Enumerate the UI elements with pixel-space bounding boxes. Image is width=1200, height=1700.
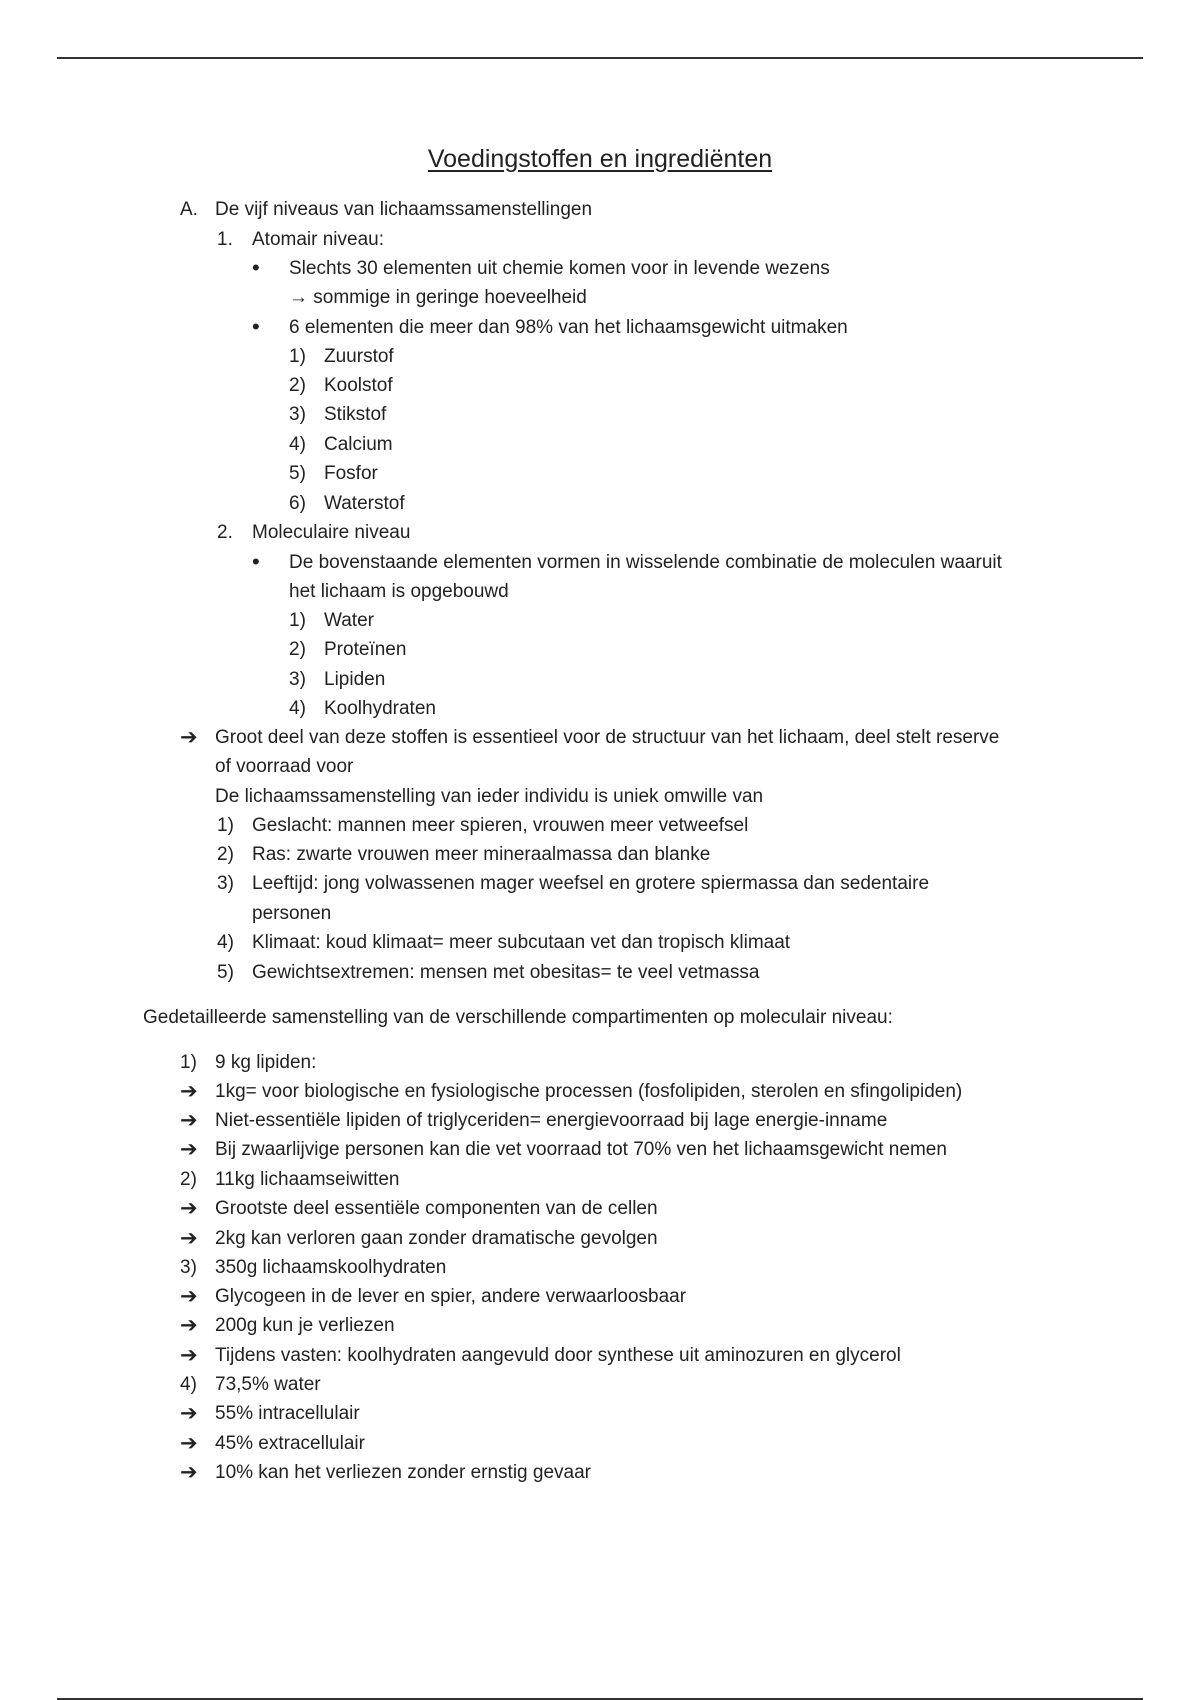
- arrow-marker: ➔: [180, 1197, 198, 1220]
- list-marker: 1): [217, 815, 234, 836]
- arrow-marker: ➔: [180, 1227, 198, 1250]
- header-rule: [57, 57, 1143, 59]
- list-marker: 3): [289, 669, 306, 690]
- section-heading: De vijf niveaus van lichaamssamenstellingen: [215, 199, 593, 220]
- arrow-marker: ➔: [180, 1344, 198, 1367]
- list-item: 1kg= voor biologische en fysiologische processen (fosfolipiden, sterolen en sfingolipiden): [215, 1081, 963, 1102]
- list-item: Tijdens vasten: koolhydraten aangevuld door synthese uit aminozuren en glycerol: [215, 1345, 901, 1366]
- list-marker: 5): [217, 962, 234, 983]
- page-title: Voedingstoffen en ingrediënten: [427, 145, 773, 173]
- list-marker: A.: [180, 199, 198, 220]
- paragraph-line: Groot deel van deze stoffen is essentieel voor de structuur van het lichaam, deel stelt reserve: [215, 727, 1000, 748]
- list-marker: 1): [289, 346, 306, 367]
- list-item: → sommige in geringe hoeveelheid: [289, 287, 587, 308]
- list-item: personen: [252, 903, 332, 924]
- list-item: Koolstof: [324, 375, 393, 396]
- list-marker: 3): [289, 404, 306, 425]
- list-marker: 2): [289, 639, 306, 660]
- list-item: Proteïnen: [324, 639, 407, 660]
- list-item: het lichaam is opgebouwd: [289, 581, 509, 602]
- list-item: 10% kan het verliezen zonder ernstig gevaar: [215, 1462, 592, 1483]
- arrow-marker: ➔: [180, 1461, 198, 1484]
- bullet-marker: •: [252, 255, 260, 280]
- list-item: Stikstof: [324, 404, 387, 425]
- subsection-heading: Moleculaire niveau: [252, 522, 411, 543]
- list-marker: 4): [289, 698, 306, 719]
- arrow-marker: ➔: [180, 1080, 198, 1103]
- list-item: 350g lichaamskoolhydraten: [215, 1257, 447, 1278]
- list-item: De bovenstaande elementen vormen in wisselende combinatie de moleculen waaruit: [289, 552, 1002, 573]
- list-item: Leeftijd: jong volwassenen mager weefsel en grotere spiermassa dan sedentaire: [252, 873, 930, 894]
- list-item: Lipiden: [324, 669, 386, 690]
- list-item: Fosfor: [324, 463, 378, 484]
- list-marker: 1.: [217, 229, 233, 250]
- list-item: Bij zwaarlijvige personen kan die vet voorraad tot 70% ven het lichaamsgewicht nemen: [215, 1139, 947, 1160]
- paragraph-line: of voorraad voor: [215, 756, 354, 777]
- list-marker: 2): [217, 844, 234, 865]
- list-item: Niet-essentiële lipiden of triglyceriden= energievoorraad bij lage energie-inname: [215, 1110, 888, 1131]
- list-marker: 4): [180, 1374, 197, 1395]
- list-marker: 2.: [217, 522, 233, 543]
- list-item: 55% intracellulair: [215, 1403, 360, 1424]
- list-item: Grootste deel essentiële componenten van de cellen: [215, 1198, 658, 1219]
- list-item: 200g kun je verliezen: [215, 1315, 395, 1336]
- arrow-marker: ➔: [180, 1432, 198, 1455]
- list-marker: 4): [217, 932, 234, 953]
- bullet-marker: •: [252, 549, 260, 574]
- list-item: 6 elementen die meer dan 98% van het lichaamsgewicht uitmaken: [289, 317, 848, 338]
- list-marker: 1): [289, 610, 306, 631]
- bullet-marker: •: [252, 314, 260, 339]
- list-item: Calcium: [324, 434, 393, 455]
- list-marker: 2): [180, 1169, 197, 1190]
- list-item: Koolhydraten: [324, 698, 436, 719]
- list-item: 73,5% water: [215, 1374, 321, 1395]
- list-marker: 5): [289, 463, 306, 484]
- list-item: 9 kg lipiden:: [215, 1052, 317, 1073]
- list-marker: 6): [289, 493, 306, 514]
- list-item: Water: [324, 610, 374, 631]
- list-item: 45% extracellulair: [215, 1433, 365, 1454]
- list-item: Gewichtsextremen: mensen met obesitas= te veel vetmassa: [252, 962, 760, 983]
- list-marker: 4): [289, 434, 306, 455]
- subsection-heading: Atomair niveau:: [252, 229, 385, 250]
- list-item: Slechts 30 elementen uit chemie komen voor in levende wezens: [289, 258, 830, 279]
- list-item: 2kg kan verloren gaan zonder dramatische gevolgen: [215, 1228, 658, 1249]
- list-item: Glycogeen in de lever en spier, andere verwaarloosbaar: [215, 1286, 687, 1307]
- list-item: Ras: zwarte vrouwen meer mineraalmassa dan blanke: [252, 844, 711, 865]
- list-item: Zuurstof: [324, 346, 394, 367]
- arrow-marker: ➔: [180, 1285, 198, 1308]
- arrow-marker: ➔: [180, 726, 198, 749]
- arrow-marker: ➔: [180, 1314, 198, 1337]
- arrow-marker: ➔: [180, 1109, 198, 1132]
- list-item: 11kg lichaamseiwitten: [215, 1169, 400, 1190]
- list-marker: 1): [180, 1052, 197, 1073]
- list-marker: 3): [217, 873, 234, 894]
- list-item: Geslacht: mannen meer spieren, vrouwen meer vetweefsel: [252, 815, 749, 836]
- section-heading: Gedetailleerde samenstelling van de verschillende compartimenten op moleculair niveau:: [143, 1007, 893, 1028]
- list-marker: 3): [180, 1257, 197, 1278]
- paragraph-line: De lichaamssamenstelling van ieder individu is uniek omwille van: [215, 786, 764, 807]
- list-item: Klimaat: koud klimaat= meer subcutaan vet dan tropisch klimaat: [252, 932, 791, 953]
- arrow-marker: ➔: [180, 1138, 198, 1161]
- arrow-marker: ➔: [180, 1402, 198, 1425]
- list-marker: 2): [289, 375, 306, 396]
- list-item: Waterstof: [324, 493, 405, 514]
